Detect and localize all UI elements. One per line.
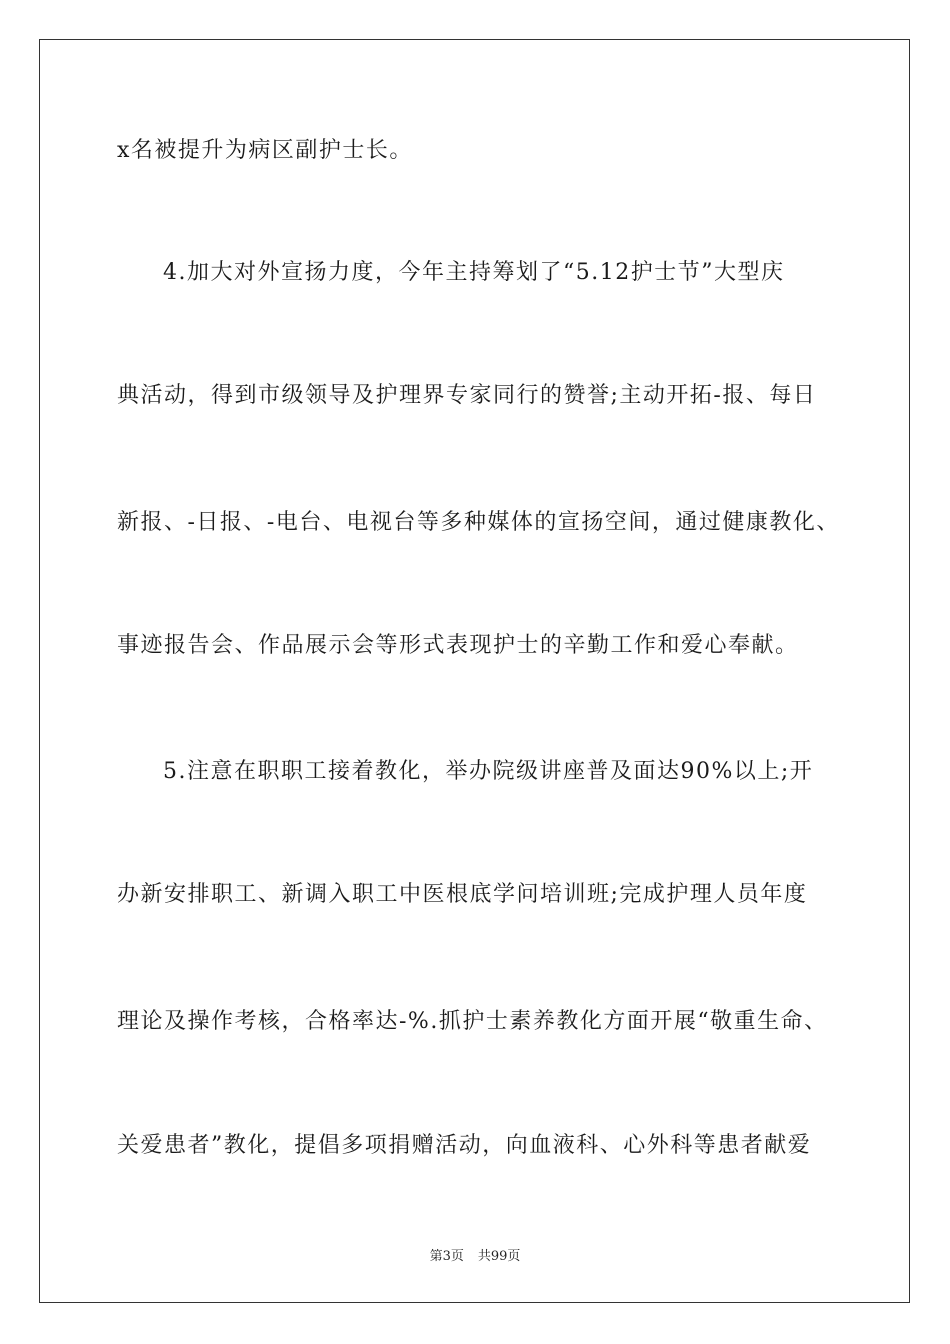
text-line: 新报、-日报、-电台、电视台等多种媒体的宣扬空间，通过健康教化、 <box>117 510 840 535</box>
text-line: x名被提升为病区副护士长。 <box>117 138 413 163</box>
page-number: 第3页 <box>429 1249 464 1264</box>
text-line: 事迹报告会、作品展示会等形式表现护士的辛勤工作和爱心奉献。 <box>117 633 799 658</box>
paragraph-start-line: 5.注意在职职工接着教化，举办院级讲座普及面达90%以上;开 <box>163 759 814 784</box>
text-line: 典活动，得到市级领导及护理界专家同行的赞誉;主动开拓-报、每日 <box>117 383 817 408</box>
text-line: 关爱患者”教化，提倡多项捐赠活动，向血液科、心外科等患者献爱 <box>117 1133 812 1158</box>
page-total: 共99页 <box>477 1249 521 1264</box>
page-border <box>39 39 910 1303</box>
page-footer <box>0 1248 950 1266</box>
text-line: 办新安排职工、新调入职工中医根底学问培训班;完成护理人员年度 <box>117 882 808 907</box>
paragraph-start-line: 4.加大对外宣扬力度，今年主持筹划了“5.12护士节”大型庆 <box>163 260 785 285</box>
text-line: 理论及操作考核，合格率达-%.抓护士素养教化方面开展“敬重生命、 <box>117 1009 828 1034</box>
